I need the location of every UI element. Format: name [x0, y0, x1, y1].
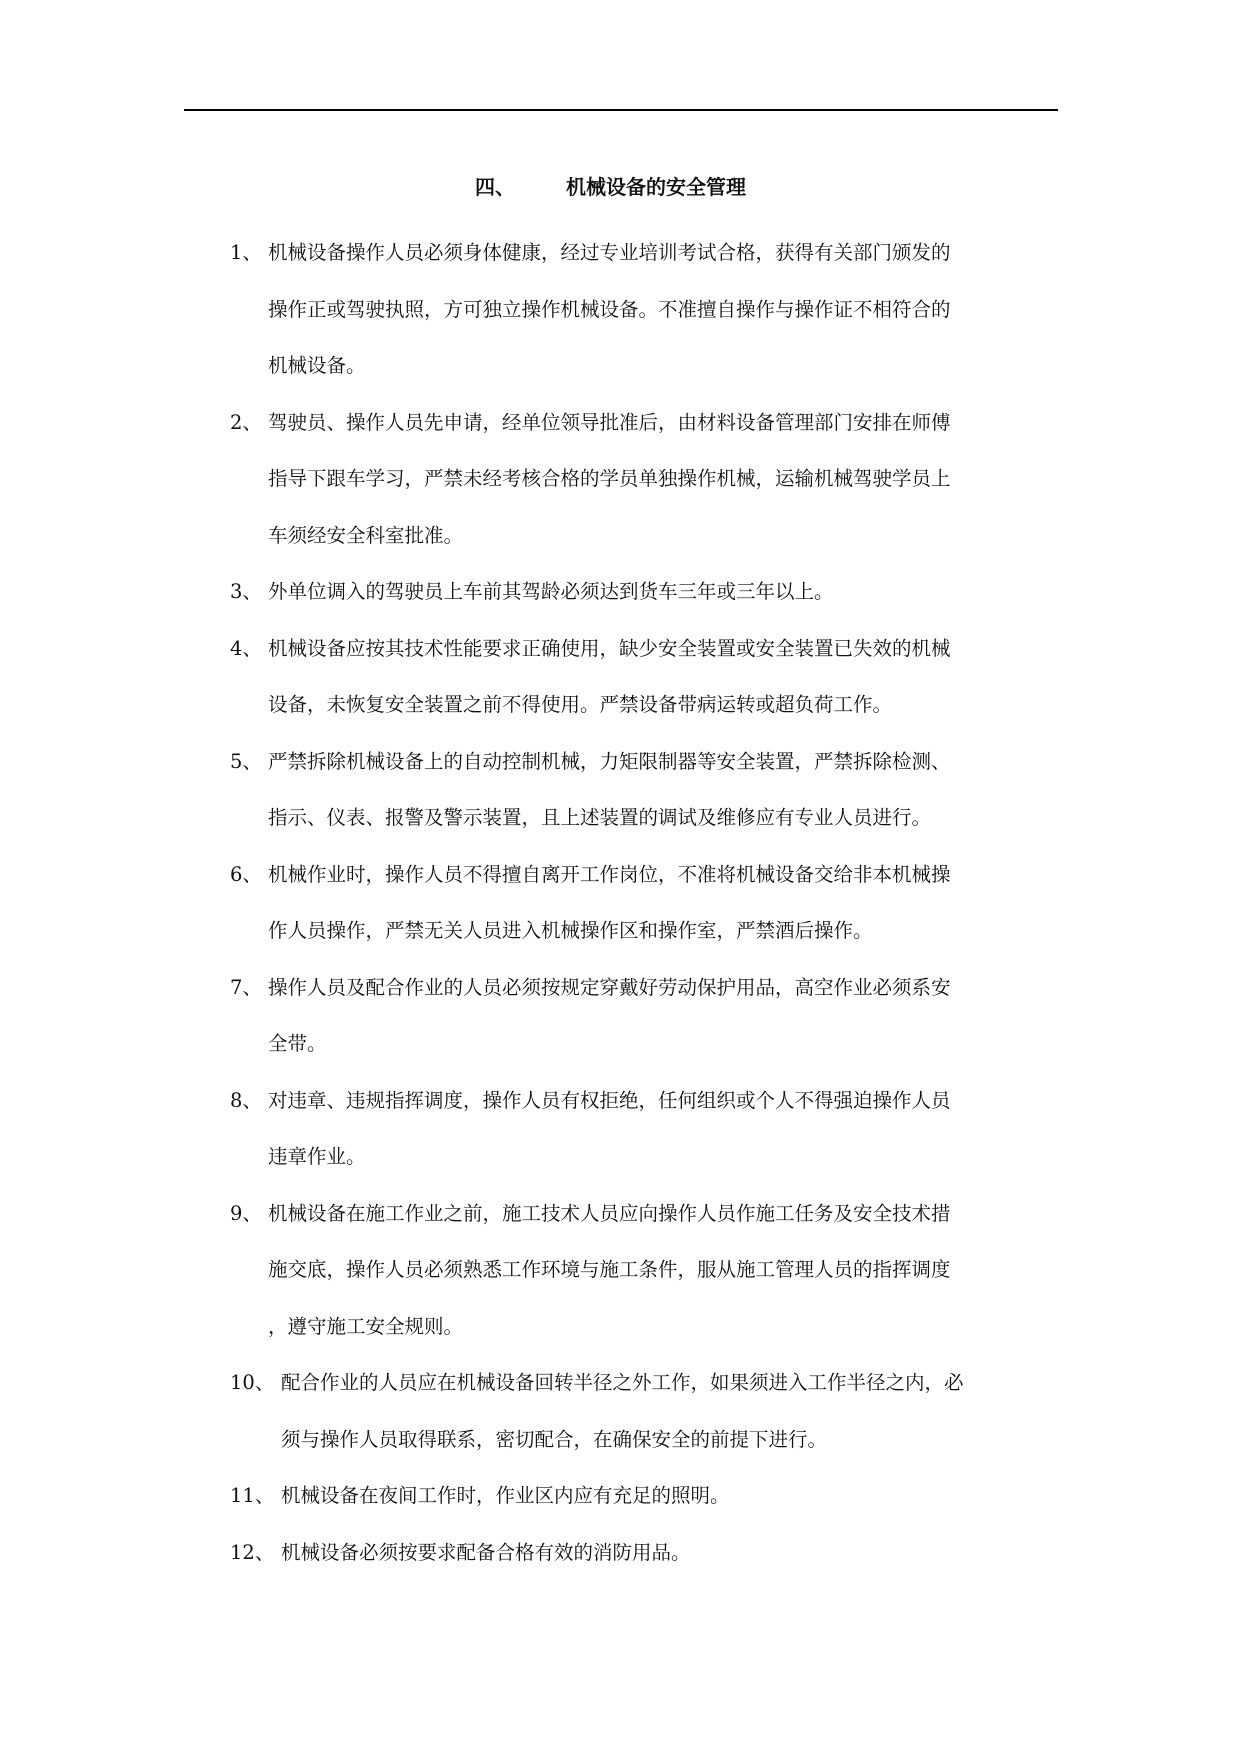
- item-number: 7、: [230, 975, 262, 999]
- item-number: 3、: [230, 580, 262, 603]
- list-item: [230, 847, 1050, 960]
- item-text-line: 指导下跟车学习，严禁未经考核合格的学员单独操作机械，运输机械驾驶学员上: [268, 467, 951, 490]
- item-text: [230, 564, 1050, 621]
- item-number: 1、: [230, 241, 262, 264]
- item-text: [230, 1355, 1050, 1468]
- item-text: [230, 1525, 1050, 1582]
- item-text-line: 机械设备在施工作业之前，施工技术人员应向操作人员作施工任务及安全技术措: [268, 1201, 951, 1225]
- item-text-line: 指示、仪表、报警及警示装置，且上述装置的调试及维修应有专业人员进行。: [268, 806, 932, 829]
- list-item: [230, 1468, 1050, 1525]
- item-text-line: 违章作业。: [268, 1145, 366, 1168]
- list-item: [230, 1355, 1050, 1468]
- item-text: [230, 1186, 1050, 1356]
- item-text-line: 驾驶员、操作人员先申请，经单位领导批准后，由材料设备管理部门安排在师傅: [268, 410, 951, 434]
- section-title: 机械设备的安全管理: [566, 175, 746, 199]
- item-text-line: 车须经安全科室批准。: [268, 523, 464, 547]
- item-number: 10、: [230, 1371, 275, 1394]
- item-text-line: 机械作业时，操作人员不得擅自离开工作岗位，不准将机械设备交给非本机械操: [268, 862, 951, 886]
- list-item: [230, 395, 1050, 565]
- list-item: [230, 734, 1050, 847]
- item-number: 8、: [230, 1088, 262, 1112]
- item-text-line: 作人员操作，严禁无关人员进入机械操作区和操作室，严禁酒后操作。: [268, 919, 873, 942]
- item-text-line: 操作正或驾驶执照，方可独立操作机械设备。不准擅自操作与操作证不相符合的: [268, 297, 951, 321]
- item-text-line: 施交底，操作人员必须熟悉工作环境与施工条件，服从施工管理人员的指挥调度: [268, 1258, 951, 1281]
- item-text-line: 全带。: [268, 1032, 327, 1055]
- list-item: [230, 621, 1050, 734]
- item-text-line: 机械设备应按其技术性能要求正确使用，缺少安全装置或安全装置已失效的机械: [268, 636, 951, 660]
- item-number: 5、: [230, 749, 262, 773]
- item-number: 4、: [230, 636, 262, 660]
- item-number: 11、: [230, 1484, 275, 1507]
- item-text: [230, 395, 1050, 565]
- item-text-line: 机械设备。: [268, 354, 366, 377]
- list-item: [230, 1186, 1050, 1356]
- item-number: 2、: [230, 410, 262, 434]
- item-text: [230, 1073, 1050, 1186]
- section-number: 四、: [475, 175, 515, 199]
- item-text-line: 机械设备必须按要求配备合格有效的消防用品。: [281, 1540, 691, 1564]
- item-text: [230, 960, 1050, 1073]
- item-text: [230, 734, 1050, 847]
- item-text-line: 操作人员及配合作业的人员必须按规定穿戴好劳动保护用品，高空作业必须系安: [268, 975, 951, 999]
- item-text-line: 机械设备操作人员必须身体健康，经过专业培训考试合格，获得有关部门颁发的: [268, 241, 951, 264]
- item-number: 12、: [230, 1540, 275, 1564]
- item-text-line: ，遵守施工安全规则。: [268, 1314, 464, 1338]
- item-text: [230, 225, 1050, 395]
- item-text-line: 机械设备在夜间工作时，作业区内应有充足的照明。: [281, 1484, 730, 1507]
- list-item: [230, 960, 1050, 1073]
- item-text: [230, 1468, 1050, 1525]
- rules-list: [230, 225, 1050, 1581]
- item-text-line: 严禁拆除机械设备上的自动控制机械，力矩限制器等安全装置，严禁拆除检测、: [268, 749, 951, 773]
- item-text-line: 外单位调入的驾驶员上车前其驾龄必须达到货车三年或三年以上。: [268, 580, 834, 603]
- item-text: [230, 847, 1050, 960]
- header-rule: [184, 109, 1058, 111]
- item-number: 9、: [230, 1201, 262, 1225]
- list-item: [230, 1525, 1050, 1582]
- list-item: [230, 225, 1050, 395]
- item-text-line: 须与操作人员取得联系，密切配合，在确保安全的前提下进行。: [281, 1427, 828, 1451]
- item-number: 6、: [230, 862, 262, 886]
- list-item: [230, 1073, 1050, 1186]
- item-text-line: 设备，未恢复安全装置之前不得使用。严禁设备带病运转或超负荷工作。: [268, 693, 893, 716]
- item-text: [230, 621, 1050, 734]
- list-item: [230, 564, 1050, 621]
- item-text-line: 配合作业的人员应在机械设备回转半径之外工作，如果须进入工作半径之内，必: [281, 1371, 964, 1394]
- item-text-line: 对违章、违规指挥调度，操作人员有权拒绝，任何组织或个人不得强迫操作人员: [268, 1088, 951, 1112]
